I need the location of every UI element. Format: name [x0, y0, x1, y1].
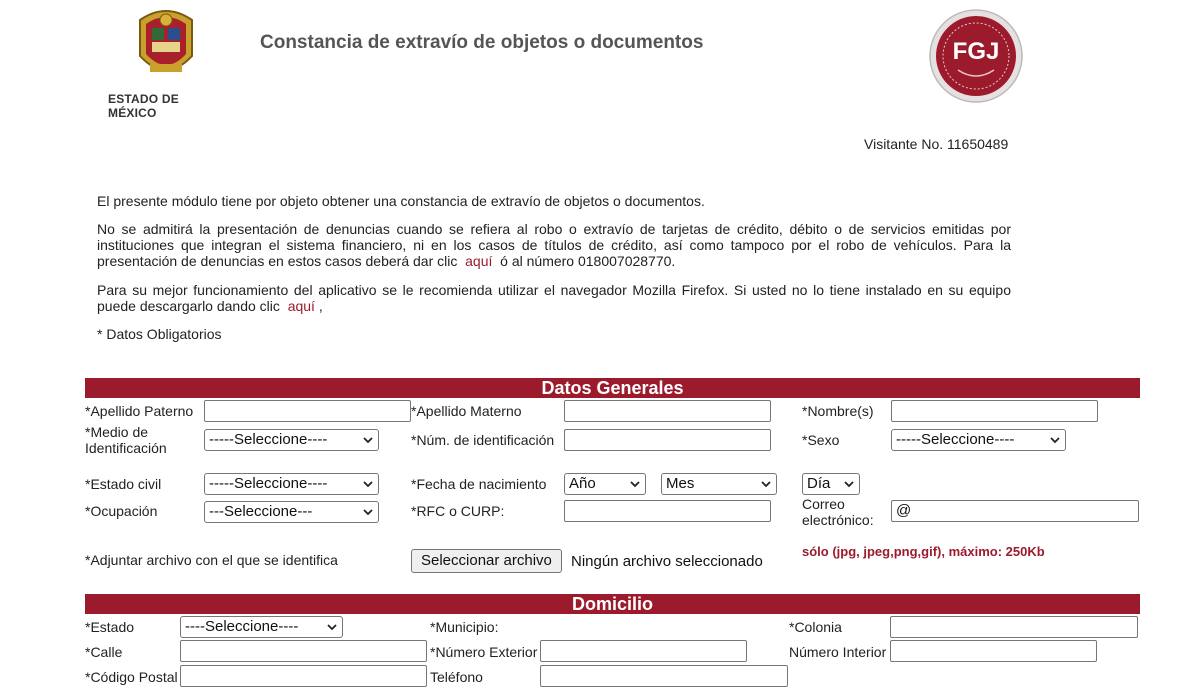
correo-label-2: electrónico:	[802, 512, 874, 528]
sexo-value: -----Seleccione----	[896, 431, 1015, 448]
intro-paragraph-3-end: ,	[318, 298, 323, 314]
estado-de-mexico-seal-icon	[130, 6, 202, 84]
nombre-label: *Nombre(s)	[802, 403, 874, 419]
estado-civil-select[interactable]	[204, 473, 379, 495]
file-status-text: Ningún archivo seleccionado	[571, 553, 763, 570]
medio-identificacion-value: -----Seleccione----	[209, 431, 328, 448]
estado-de-mexico-text: ESTADO DE MÉXICO	[108, 92, 179, 120]
rfc-curp-label: *RFC o CURP:	[411, 503, 505, 519]
chevron-down-icon	[843, 478, 855, 490]
numero-exterior-input[interactable]	[540, 640, 747, 662]
intro-paragraph-2-text: No se admitirá la presentación de denuncias cuando se refiera al robo o extravío de tarjetas de crédito, débito o de servicios emitidas por instituciones que integran el sistema financiero, ni en los casos de títulos de crédito, así como tampoco por el robo de vehículos. Para la presentación de denuncias en estos casos deberá dar clic	[97, 221, 1011, 269]
codigo-postal-label: *Código Postal	[85, 669, 178, 685]
chevron-down-icon	[326, 621, 338, 633]
numero-interior-label: Número Interior	[789, 644, 887, 660]
chevron-down-icon	[362, 434, 374, 446]
firefox-download-link[interactable]: aquí	[287, 298, 315, 314]
correo-label-1: Correo	[802, 496, 845, 512]
select-file-button[interactable]: Seleccionar archivo	[411, 549, 562, 573]
datos-generales-header: Datos Generales	[85, 378, 1140, 398]
apellido-paterno-input[interactable]	[204, 400, 411, 422]
anio-value: Año	[569, 475, 596, 492]
medio-identificacion-select[interactable]	[204, 429, 379, 451]
required-note: * Datos Obligatorios	[97, 326, 222, 342]
estado-civil-label: *Estado civil	[85, 476, 162, 492]
estado-de-mexico-logo	[108, 6, 226, 120]
ocupacion-select[interactable]	[204, 501, 379, 523]
num-identificacion-label: *Núm. de identificación	[411, 432, 555, 448]
file-format-note: sólo (jpg, jpeg,png,gif), máximo: 250Kb	[802, 544, 1045, 559]
fgj-logo	[928, 8, 1024, 104]
apellido-materno-input[interactable]	[564, 400, 771, 422]
ocupacion-value: ---Seleccione---	[209, 503, 313, 520]
estado-value: ----Seleccione----	[185, 618, 299, 635]
estado-civil-value: -----Seleccione----	[209, 475, 328, 492]
rfc-curp-input[interactable]	[564, 500, 771, 522]
fecha-nacimiento-label: *Fecha de nacimiento	[411, 476, 547, 492]
mes-select[interactable]	[661, 473, 777, 495]
intro-paragraph-3-text: Para su mejor funcionamiento del aplicativo se le recomienda utilizar el navegador Mozilla Firefox. Si usted no lo tiene instalado en su equipo puede descargarlo dando clic	[97, 282, 1011, 314]
chevron-down-icon	[760, 478, 772, 490]
num-identificacion-input[interactable]	[564, 429, 771, 451]
adjuntar-label: *Adjuntar archivo con el que se identifica	[85, 552, 338, 568]
telefono-input[interactable]	[540, 665, 788, 687]
calle-label: *Calle	[85, 644, 123, 660]
chevron-down-icon	[362, 478, 374, 490]
apellido-paterno-label: *Apellido Paterno	[85, 403, 194, 419]
codigo-postal-input[interactable]	[180, 665, 427, 687]
municipio-label: *Municipio:	[430, 619, 499, 635]
chevron-down-icon	[629, 478, 641, 490]
visitor-counter: Visitante No. 11650489	[864, 136, 1009, 152]
colonia-label: *Colonia	[789, 619, 842, 635]
intro-paragraph-2-phone: ó al número 018007028770.	[500, 253, 676, 269]
chevron-down-icon	[1049, 434, 1061, 446]
medio-identificacion-label-1: *Medio de	[85, 424, 149, 440]
denuncia-link[interactable]: aquí	[465, 253, 493, 269]
fgj-logo-text: FGJ	[952, 38, 1000, 65]
estado-select[interactable]	[180, 616, 343, 638]
sexo-select[interactable]	[891, 429, 1066, 451]
anio-select[interactable]	[564, 473, 646, 495]
intro-paragraph-1: El presente módulo tiene por objeto obtener una constancia de extravío de objetos o documentos.	[97, 193, 705, 209]
sexo-label: *Sexo	[802, 432, 840, 448]
mes-value: Mes	[666, 475, 695, 492]
apellido-materno-label: *Apellido Materno	[411, 403, 522, 419]
numero-exterior-label: *Número Exterior	[430, 644, 538, 660]
correo-input[interactable]: @	[891, 500, 1139, 522]
telefono-label: Teléfono	[430, 669, 483, 685]
medio-identificacion-label-2: Identificación	[85, 440, 167, 456]
page-title: Constancia de extravío de objetos o documentos	[260, 32, 704, 53]
chevron-down-icon	[362, 506, 374, 518]
intro-paragraph-2	[97, 221, 1011, 269]
colonia-input[interactable]	[890, 616, 1138, 638]
intro-paragraph-3	[97, 282, 1011, 314]
ocupacion-label: *Ocupación	[85, 503, 158, 519]
dia-select[interactable]	[802, 473, 860, 495]
estado-label: *Estado	[85, 619, 135, 635]
calle-input[interactable]	[180, 640, 427, 662]
nombre-input[interactable]	[891, 400, 1098, 422]
numero-interior-input[interactable]	[890, 640, 1097, 662]
domicilio-header: Domicilio	[85, 594, 1140, 614]
dia-value: Día	[807, 475, 831, 492]
